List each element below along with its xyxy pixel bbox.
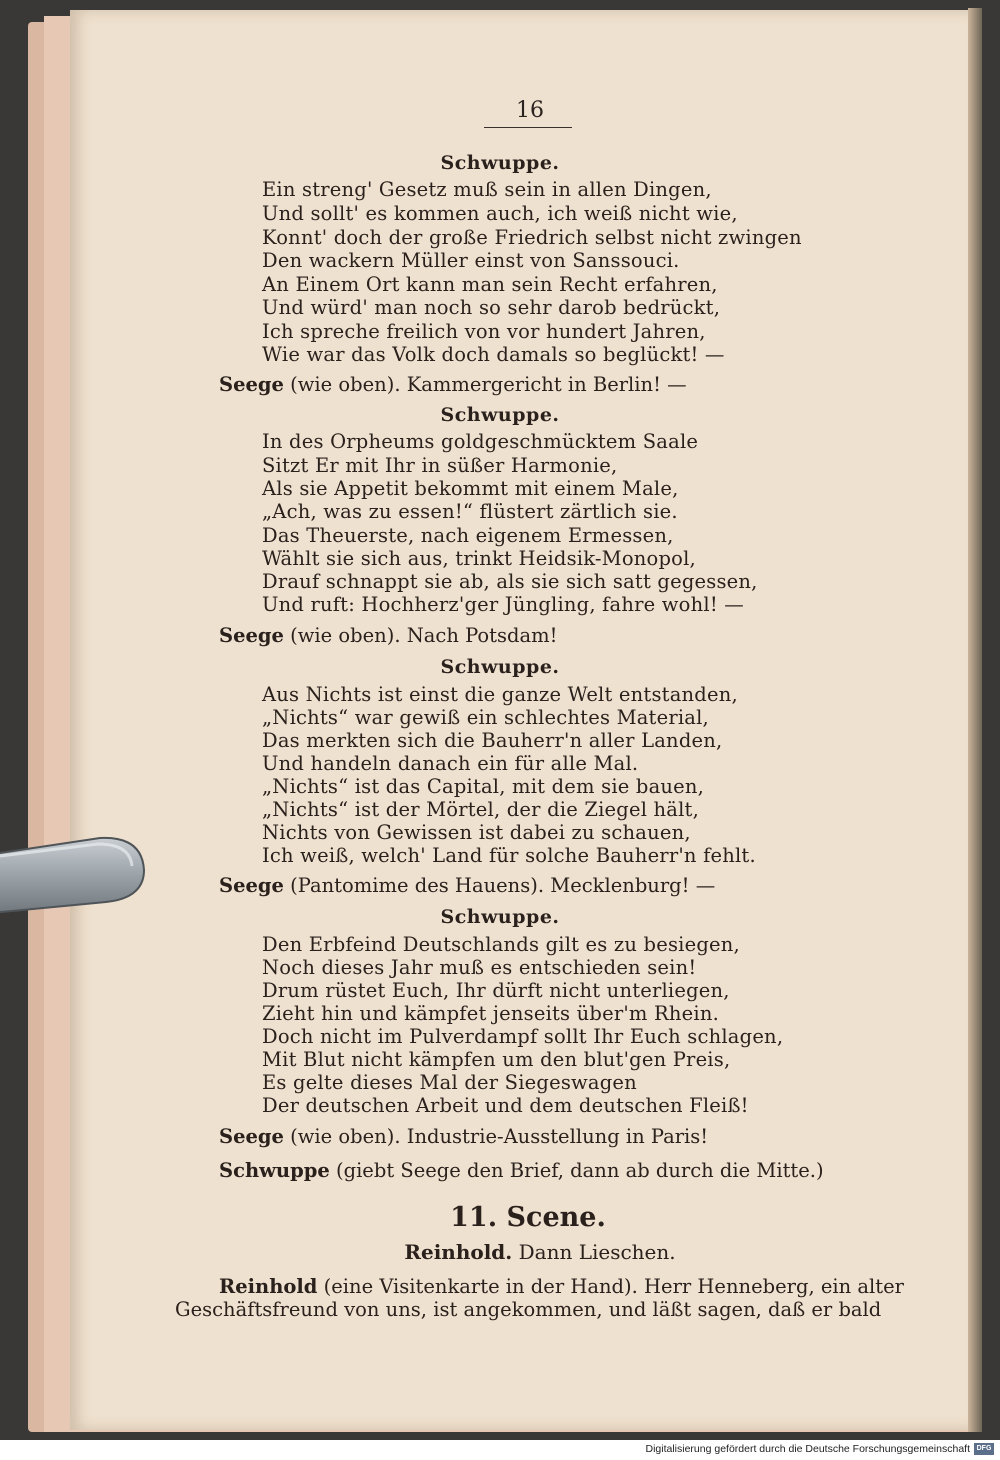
scene-persons — [0, 1240, 1000, 1264]
verse-line: Das Theuerste, nach eigenem Ermessen, — [262, 524, 674, 547]
verse-line: Drum rüstet Euch, Ihr dürft nicht unterliegen, — [262, 979, 730, 1002]
footer-credit: Digitalisierung gefördert durch die Deutsche Forschungsgemeinschaft — [645, 1443, 970, 1455]
speaker-heading: Schwuppe. — [440, 152, 560, 174]
stage-speaker: Seege — [219, 624, 284, 647]
stage-direction — [219, 1159, 824, 1182]
stage-text: (wie oben). Kammergericht in Berlin! — — [283, 373, 687, 396]
verse-line: Nichts von Gewissen ist dabei zu schauen, — [262, 821, 691, 844]
verse-line: Sitzt Er mit Ihr in süßer Harmonie, — [262, 454, 618, 477]
prose-line — [219, 1275, 934, 1298]
verse-line: Aus Nichts ist einst die ganze Welt entstanden, — [262, 683, 738, 706]
scanner-clip — [0, 836, 148, 914]
stage-speaker: Seege — [219, 1125, 284, 1148]
verse-line: Zieht hin und kämpfet jenseits über'm Rhein. — [262, 1002, 719, 1025]
verse-line: Als sie Appetit bekommt mit einem Male, — [262, 477, 679, 500]
verse-line: Noch dieses Jahr muß es entschieden sein! — [262, 956, 697, 979]
prose-text: (eine Visitenkarte in der Hand). Herr Henneberg, ein alter — [317, 1275, 904, 1298]
scene-title: 11. Scene. — [450, 1202, 606, 1233]
verse-line: Den Erbfeind Deutschlands gilt es zu besiegen, — [262, 933, 740, 956]
speaker-heading: Schwuppe. — [440, 656, 560, 678]
dfg-logo-icon: DFG — [974, 1443, 994, 1455]
scene-person-main: Reinhold. — [404, 1240, 513, 1264]
speaker-heading: Schwuppe. — [440, 404, 560, 426]
verse-line: In des Orpheums goldgeschmücktem Saale — [262, 430, 699, 453]
stage-direction — [219, 874, 715, 897]
stage-speaker: Seege — [219, 373, 284, 396]
verse-line: Konnt' doch der große Friedrich selbst nicht zwingen — [262, 226, 802, 249]
verse-line: Ich weiß, welch' Land für solche Bauherr'n fehlt. — [262, 844, 756, 867]
verse-line: An Einem Ort kann man sein Recht erfahren, — [262, 273, 718, 296]
stage-speaker: Schwuppe — [219, 1159, 330, 1182]
verse-line: Ein streng' Gesetz muß sein in allen Dingen, — [262, 178, 712, 201]
verse-line: Wie war das Volk doch damals so beglückt! — — [262, 343, 725, 366]
prose-speaker: Reinhold — [219, 1275, 318, 1298]
verse-line: Wählt sie sich aus, trinkt Heidsik-Monopol, — [262, 547, 696, 570]
stage-speaker: Seege — [219, 874, 284, 897]
verse-line: „Nichts“ war gewiß ein schlechtes Material, — [262, 706, 709, 729]
stage-text: (Pantomime des Hauens). Mecklenburg! — — [283, 874, 716, 897]
verse-line: Den wackern Müller einst von Sanssouci. — [262, 249, 680, 272]
verse-line: „Nichts“ ist der Mörtel, der die Ziegel hält, — [262, 798, 699, 821]
page-number: 16 — [516, 98, 544, 123]
stage-text: (wie oben). Industrie-Ausstellung in Paris! — [283, 1125, 709, 1148]
scene-person-rest: Dann Lieschen. — [512, 1240, 676, 1264]
verse-line: Ich spreche freilich von vor hundert Jahren, — [262, 320, 706, 343]
stage-direction — [219, 624, 557, 647]
verse-line: Doch nicht im Pulverdampf sollt Ihr Euch schlagen, — [262, 1025, 784, 1048]
stage-direction — [219, 1125, 708, 1148]
verse-line: Und sollt' es kommen auch, ich weiß nicht wie, — [262, 202, 738, 225]
verse-line: Mit Blut nicht kämpfen um den blut'gen Preis, — [262, 1048, 731, 1071]
verse-line: Drauf schnappt sie ab, als sie sich satt gegessen, — [262, 570, 758, 593]
stage-direction — [219, 373, 687, 396]
verse-line: Und handeln danach ein für alle Mal. — [262, 752, 639, 775]
verse-line: „Ach, was zu essen!“ flüstert zärtlich sie. — [262, 500, 678, 523]
stage-text: (wie oben). Nach Potsdam! — [283, 624, 558, 647]
stage-text: (giebt Seege den Brief, dann ab durch die Mitte.) — [329, 1159, 824, 1182]
verse-line: Der deutschen Arbeit und dem deutschen Fleiß! — [262, 1094, 749, 1117]
prose-line: Geschäftsfreund von uns, ist angekommen, und läßt sagen, daß er bald — [175, 1298, 882, 1321]
verse-line: Und ruft: Hochherz'ger Jüngling, fahre wohl! — — [262, 593, 744, 616]
verse-line: „Nichts“ ist das Capital, mit dem sie bauen, — [262, 775, 705, 798]
speaker-heading: Schwuppe. — [440, 906, 560, 928]
verse-line: Das merkten sich die Bauherr'n aller Landen, — [262, 729, 723, 752]
verse-line: Und würd' man noch so sehr darob bedrückt, — [262, 296, 721, 319]
verse-line: Es gelte dieses Mal der Siegeswagen — [262, 1071, 637, 1094]
